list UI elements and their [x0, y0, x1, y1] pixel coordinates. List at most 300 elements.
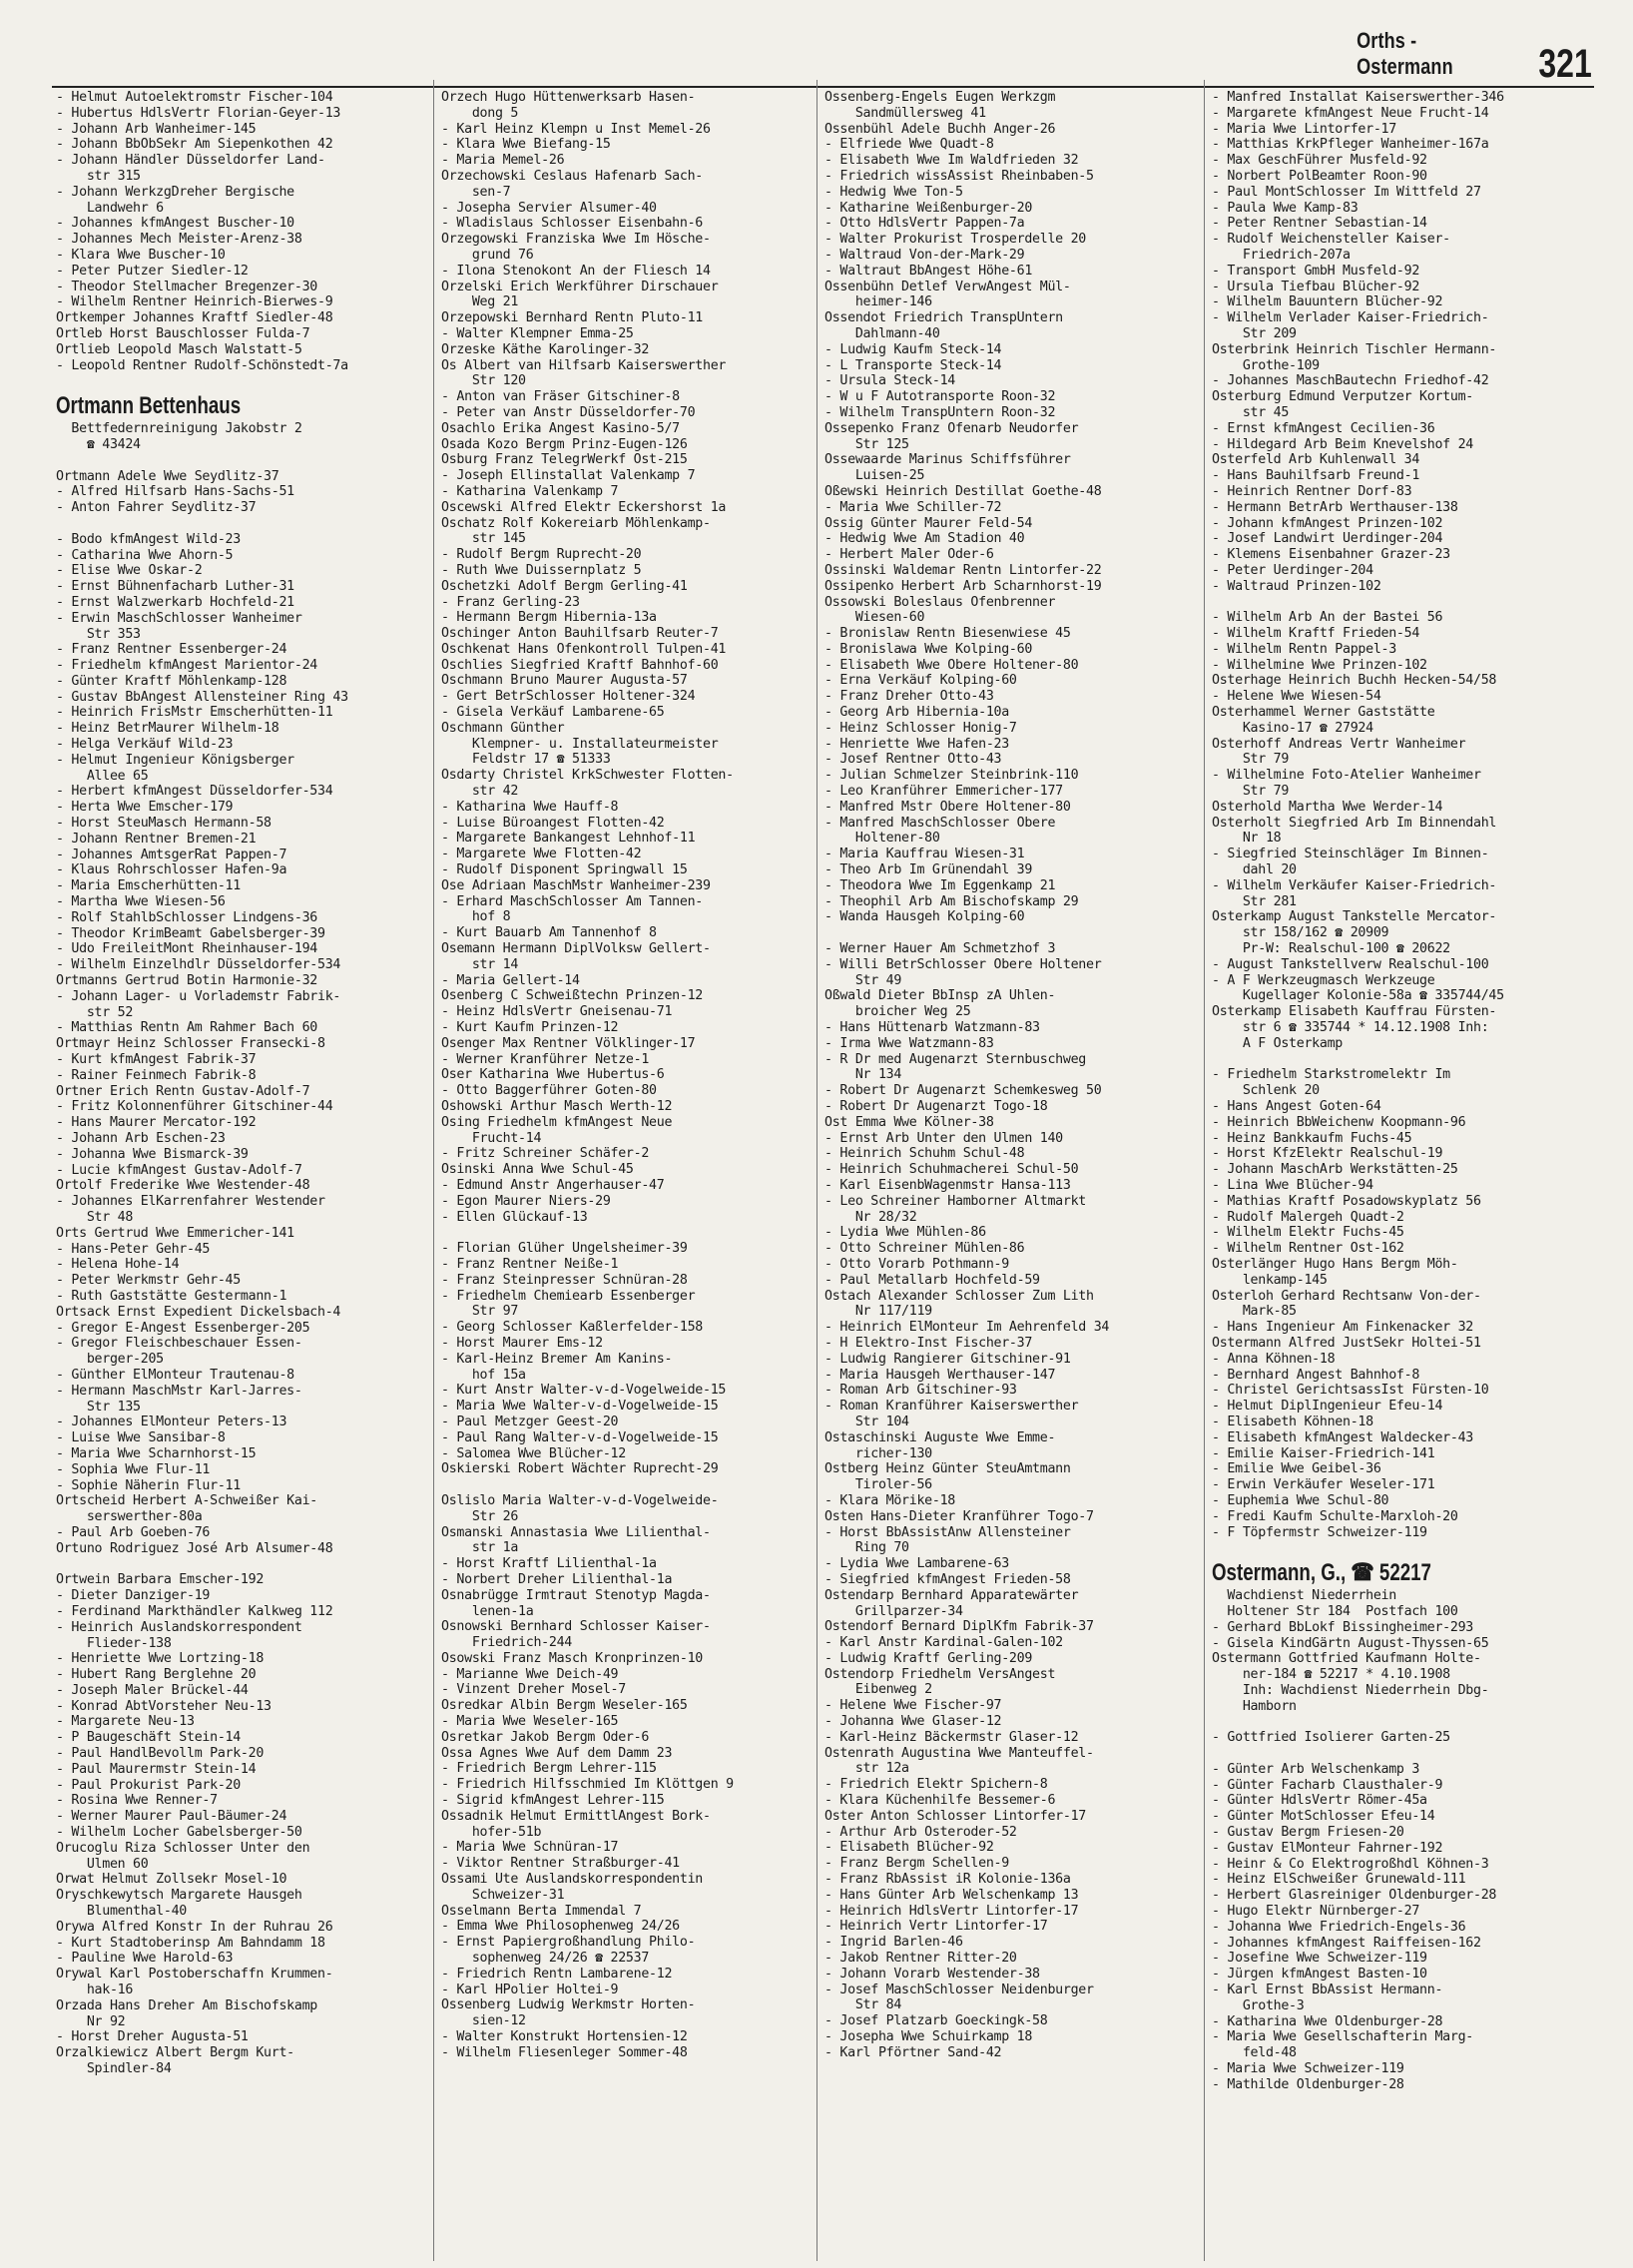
- directory-entry: Ossepenko Franz Ofenarb Neudorfer: [824, 420, 1079, 436]
- directory-entry: - Wilhelm Locher Gabelsberger-50: [56, 1825, 302, 1841]
- directory-entry: Luisen-25: [824, 468, 925, 484]
- directory-entry: - Theodora Wwe Im Eggenkamp 21: [824, 877, 1056, 893]
- directory-entry: - Kurt Anstr Walter-v-d-Vogelweide-15: [441, 1383, 727, 1399]
- directory-entry: - Josef Rentner Otto-43: [824, 752, 1002, 768]
- directory-entry: - Gustav BbAngest Allensteiner Ring 43: [56, 689, 348, 705]
- directory-entry: Orzech Hugo Hüttenwerksarb Hasen-: [441, 90, 696, 105]
- directory-entry: - Gisela Verkäuf Lambarene-65: [441, 705, 665, 721]
- directory-entry: - Johannes kfmAngest Buscher-10: [56, 216, 294, 232]
- directory-entry: - Theodor Stellmacher Bregenzer-30: [56, 279, 317, 294]
- directory-entry: - Johann Vorarb Westender-38: [824, 1966, 1040, 1982]
- directory-entry: - Jakob Rentner Ritter-20: [824, 1951, 1017, 1967]
- directory-entry: - Heinrich Schuhmacherei Schul-50: [824, 1162, 1079, 1178]
- directory-entry: - Johannes MaschBautechn Friedhof-42: [1212, 373, 1489, 389]
- directory-entry: sophenweg 24/26 ☎ 22537: [441, 1951, 650, 1967]
- directory-entry: Tiroler-56: [824, 1477, 932, 1493]
- directory-entry: - Paul Metzger Geest-20: [441, 1414, 619, 1429]
- directory-entry: - Johanna Wwe Glaser-12: [824, 1714, 1002, 1730]
- directory-entry: - Wilhelm Rentner Heinrich-Bierwes-9: [56, 294, 333, 310]
- directory-entry: Osretkar Jakob Bergm Oder-6: [441, 1729, 650, 1745]
- directory-entry: - Josepha Servier Alsumer-40: [441, 200, 657, 216]
- directory-entry: - Manfred Mstr Obere Holtener-80: [824, 799, 1071, 815]
- directory-entry: - Karl Heinz Klempn u Inst Memel-26: [441, 121, 711, 137]
- directory-entry: str 14: [441, 956, 519, 972]
- directory-entry: - Alfred Hilfsarb Hans-Sachs-51: [56, 484, 294, 500]
- directory-entry: - Katharine Weißenburger-20: [824, 200, 1033, 216]
- directory-entry: sien-12: [441, 2013, 526, 2029]
- directory-entry: Osachlo Erika Angest Kasino-5/7: [441, 420, 680, 436]
- directory-entry: Osselmann Berta Immendal 7: [441, 1903, 642, 1919]
- directory-entry: - Walter Konstrukt Hortensien-12: [441, 2029, 688, 2045]
- directory-entry: - Werner Kranführer Netze-1: [441, 1051, 650, 1067]
- column-divider: [1204, 80, 1205, 2261]
- directory-entry: - Salomea Wwe Blücher-12: [441, 1445, 626, 1461]
- directory-entry: - Wladislaus Schlosser Eisenbahn-6: [441, 216, 703, 232]
- directory-entry: - Herta Wwe Emscher-179: [56, 800, 234, 816]
- directory-entry: - Paul HandlBevollm Park-20: [56, 1746, 265, 1762]
- directory-entry: - Horst Maurer Ems-12: [441, 1335, 603, 1351]
- directory-entry: Osemann Hermann DiplVolksw Gellert-: [441, 941, 711, 957]
- directory-entry: - Hans Maurer Mercator-192: [56, 1115, 257, 1131]
- directory-entry: [1212, 1540, 1583, 1556]
- directory-entry: Eibenweg 2: [824, 1682, 932, 1698]
- directory-entry: Ossig Günter Maurer Feld-54: [824, 515, 1033, 531]
- directory-entry: Osnabrügge Irmtraut Stenotyp Magda-: [441, 1587, 711, 1603]
- directory-entry: Oschmann Günther: [441, 720, 565, 736]
- directory-entry: - Helena Hohe-14: [56, 1257, 180, 1273]
- directory-entry: - Willi BetrSchlosser Obere Holtener: [824, 956, 1102, 972]
- directory-entry: Ortscheid Herbert A-Schweißer Kai-: [56, 1493, 317, 1509]
- directory-entry: Schlenk 20: [1212, 1083, 1320, 1099]
- directory-entry: Osten Hans-Dieter Kranführer Togo-7: [824, 1508, 1094, 1524]
- directory-entry: - Emma Wwe Philosophenweg 24/26: [441, 1919, 680, 1935]
- directory-entry: lenen-1a: [441, 1603, 534, 1619]
- directory-entry: - Waltraut BbAngest Höhe-61: [824, 263, 1033, 279]
- directory-entry: - Franz Rentner Neiße-1: [441, 1256, 619, 1272]
- directory-entry: - Mathias Kraftf Posadowskyplatz 56: [1212, 1193, 1481, 1209]
- directory-entry: Kugellager Kolonie-58a ☎ 335744/45: [1212, 988, 1504, 1004]
- directory-entry: - Ernst Walzwerkarb Hochfeld-21: [56, 594, 294, 610]
- directory-entry: str 12a: [824, 1761, 909, 1777]
- page-header: [1323, 28, 1592, 86]
- directory-entry: Osterhage Heinrich Buchh Hecken-54/58: [1212, 673, 1497, 689]
- directory-entry: Orucoglu Riza Schlosser Unter den: [56, 1840, 310, 1856]
- directory-entry: - Peter Uerdinger-204: [1212, 562, 1373, 578]
- directory-entry: - Walter Klempner Emma-25: [441, 325, 634, 341]
- directory-entry: - Günter MotSchlosser Efeu-14: [1212, 1809, 1435, 1825]
- directory-entry: - Julian Schmelzer Steinbrink-110: [824, 768, 1079, 784]
- directory-entry: Osredkar Albin Bergm Weseler-165: [441, 1698, 688, 1714]
- directory-entry: - Katharina Valenkamp 7: [441, 483, 619, 499]
- directory-entry: - A F Werkzeugmasch Werkzeuge: [1212, 972, 1435, 988]
- directory-entry: - Johann Lager- u Vorlademstr Fabrik-: [56, 988, 341, 1004]
- directory-entry: - Elisabeth Wwe Im Waldfrieden 32: [824, 153, 1079, 169]
- directory-entry: - Maria Wwe Gesellschafterin Marg-: [1212, 2029, 1473, 2045]
- directory-entry: Osdarty Christel KrkSchwester Flotten-: [441, 768, 734, 784]
- directory-entry: - Erhard MaschSchlosser Am Tannen-: [441, 893, 703, 909]
- directory-entry: - Lydia Wwe Lambarene-63: [824, 1556, 1009, 1572]
- directory-entry: - Irma Wwe Watzmann-83: [824, 1035, 994, 1051]
- directory-entry: Allee 65: [56, 768, 149, 784]
- directory-entry: Ortmann Adele Wwe Seydlitz-37: [56, 468, 279, 484]
- directory-entry: - Rudolf Weichensteller Kaiser-: [1212, 232, 1450, 248]
- directory-entry: Oschkenat Hans Ofenkontroll Tulpen-41: [441, 641, 727, 657]
- directory-entry: hak-16: [56, 1983, 134, 1998]
- directory-entry: - Lucie kfmAngest Gustav-Adolf-7: [56, 1162, 302, 1178]
- directory-entry: Grillparzer-34: [824, 1603, 963, 1619]
- directory-entry: - Hermann Bergm Hibernia-13a: [441, 610, 657, 626]
- directory-entry: Str 281: [1212, 893, 1297, 909]
- directory-entry: Osterhold Martha Wwe Werder-14: [1212, 799, 1443, 815]
- directory-entry: [1212, 595, 1583, 611]
- directory-entry: - Peter van Anstr Düsseldorfer-70: [441, 404, 696, 420]
- directory-entry: - Lydia Wwe Mühlen-86: [824, 1225, 986, 1241]
- directory-entry: Wachdienst Niederrhein: [1212, 1588, 1396, 1604]
- directory-entry: - Johann Händler Düsseldorfer Land-: [56, 153, 325, 169]
- directory-entry: - Klaus Rohrschlosser Hafen-9a: [56, 862, 287, 878]
- directory-entry: Ossami Ute Auslandskorrespondentin: [441, 1872, 703, 1888]
- directory-entry: Nr 134: [824, 1067, 902, 1083]
- directory-entry: ☎ 43424: [56, 436, 141, 452]
- directory-entry: - Karl-Heinz Bremer Am Kanins-: [441, 1351, 673, 1367]
- directory-entry: Osterkamp Elisabeth Kauffrau Fürsten-: [1212, 1004, 1497, 1020]
- directory-entry: - Günther ElMonteur Trautenau-8: [56, 1367, 294, 1383]
- directory-entry: Ose Adriaan MaschMstr Wanheimer-239: [441, 877, 711, 893]
- directory-entry: A F Osterkamp: [1212, 1035, 1343, 1051]
- directory-entry: - Ferdinand Markthändler Kalkweg 112: [56, 1603, 333, 1619]
- directory-entry: - Gustav ElMonteur Fahrner-192: [1212, 1840, 1443, 1856]
- directory-entry: - Roman Arb Gitschiner-93: [824, 1383, 1017, 1399]
- directory-entry: Orwat Helmut Zollsekr Mosel-10: [56, 1872, 287, 1888]
- directory-entry: - Fritz Schreiner Schäfer-2: [441, 1146, 650, 1162]
- directory-entry: - Wilhelm Verkäufer Kaiser-Friedrich-: [1212, 877, 1497, 893]
- directory-entry: - Wilhelm Bauuntern Blücher-92: [1212, 294, 1443, 310]
- directory-entry: - Margarete kfmAngest Neue Frucht-14: [1212, 105, 1489, 121]
- directory-entry: - L Transporte Steck-14: [824, 357, 1002, 373]
- directory-entry: richer-130: [824, 1445, 932, 1461]
- directory-entry: - Maria Wwe Scharnhorst-15: [56, 1445, 257, 1461]
- directory-entry: Spindler-84: [56, 2061, 172, 2077]
- directory-entry: - Henriette Wwe Hafen-23: [824, 736, 1009, 752]
- directory-entry: - Elfriede Wwe Quadt-8: [824, 137, 994, 153]
- directory-entry: - Catharina Wwe Ahorn-5: [56, 547, 234, 563]
- directory-entry: - Wilhelm TranspUntern Roon-32: [824, 404, 1056, 420]
- directory-entry: - Klara Wwe Buscher-10: [56, 247, 226, 263]
- directory-entry: Mark-85: [1212, 1304, 1297, 1320]
- directory-entry: Nr 28/32: [824, 1209, 917, 1225]
- directory-entry: Ossendot Friedrich TranspUntern: [824, 310, 1063, 326]
- directory-entry: Weg 21: [441, 294, 519, 310]
- directory-entry: - Ingrid Barlen-46: [824, 1935, 963, 1951]
- directory-entry: - Wanda Hausgeh Kolping-60: [824, 909, 1025, 925]
- directory-entry: - Ernst Papiergroßhandlung Philo-: [441, 1935, 696, 1951]
- directory-entry: Osterbrink Heinrich Tischler Hermann-: [1212, 341, 1497, 357]
- directory-entry: - Sophie Näherin Flur-11: [56, 1477, 241, 1493]
- directory-entry: - Leopold Rentner Rudolf-Schönstedt-7a: [56, 357, 348, 373]
- directory-entry: - Luise Büroangest Flotten-42: [441, 815, 665, 831]
- directory-entry: - Georg Schlosser Kaßlerfelder-158: [441, 1320, 703, 1336]
- directory-entry: - Transport GmbH Musfeld-92: [1212, 263, 1420, 279]
- directory-entry: - Pauline Wwe Harold-63: [56, 1951, 234, 1967]
- directory-entry: str 158/162 ☎ 20909: [1212, 925, 1389, 941]
- directory-entry: Orywal Karl Postoberschaffn Krummen-: [56, 1967, 333, 1983]
- directory-entry: - Elisabeth Blücher-92: [824, 1840, 994, 1856]
- directory-entry: - Hubert Rang Berglehne 20: [56, 1667, 257, 1683]
- directory-entry: Str 49: [824, 972, 902, 988]
- directory-entry: str 315: [56, 168, 141, 184]
- directory-entry: Ortwein Barbara Emscher-192: [56, 1572, 265, 1588]
- directory-entry: - Ursula Steck-14: [824, 373, 955, 389]
- directory-entry: - Josef Platzarb Goeckingk-58: [824, 2013, 1048, 2029]
- directory-entry: Ossadnik Helmut ErmittlAngest Bork-: [441, 1808, 711, 1824]
- directory-entry: Orzelski Erich Werkführer Dirschauer: [441, 279, 719, 294]
- directory-entry: - Mathilde Oldenburger-28: [1212, 2076, 1404, 2092]
- directory-entry: ner-184 ☎ 52217 * 4.10.1908: [1212, 1667, 1450, 1683]
- directory-entry: Ortmanns Gertrud Botin Harmonie-32: [56, 973, 317, 989]
- directory-entry: Osburg Franz TelegrWerkf Ost-215: [441, 452, 688, 468]
- directory-entry: Osada Kozo Bergm Prinz-Eugen-126: [441, 436, 688, 452]
- directory-entry: Osterlänger Hugo Hans Bergm Möh-: [1212, 1256, 1458, 1272]
- directory-entry: - Maria Gellert-14: [441, 972, 580, 988]
- directory-entry: berger-205: [56, 1352, 164, 1368]
- directory-entry: - Werner Maurer Paul-Bäumer-24: [56, 1809, 287, 1825]
- directory-entry: - Johann BbObSekr Am Siepenkothen 42: [56, 137, 333, 153]
- directory-entry: Ossewaarde Marinus Schiffsführer: [824, 452, 1071, 468]
- directory-entry: str 52: [56, 1004, 134, 1020]
- directory-entry: - Rainer Feinmech Fabrik-8: [56, 1067, 257, 1083]
- directory-entry: Frucht-14: [441, 1130, 542, 1146]
- directory-entry: Str 79: [1212, 752, 1290, 768]
- directory-entry: - Otto Baggerführer Goten-80: [441, 1083, 657, 1099]
- directory-entry: - Otto Vorarb Pothmann-9: [824, 1256, 1009, 1272]
- directory-entry: - Rudolf Malergeh Quadt-2: [1212, 1209, 1404, 1225]
- directory-entry: Osterkamp August Tankstelle Mercator-: [1212, 909, 1497, 925]
- directory-entry: - Karl Pförtner Sand-42: [824, 2044, 1002, 2060]
- directory-entry: - Günter HdlsVertr Römer-45a: [1212, 1793, 1427, 1809]
- directory-column-3: [824, 90, 1196, 2266]
- directory-entry: Orywa Alfred Konstr In der Ruhrau 26: [56, 1919, 333, 1935]
- directory-entry: Ossenberg Ludwig Werkmstr Horten-: [441, 1997, 696, 2013]
- directory-entry: - Marianne Wwe Deich-49: [441, 1666, 619, 1682]
- directory-entry: - Ruth Gaststätte Gestermann-1: [56, 1288, 287, 1304]
- directory-entry: - Max GeschFührer Musfeld-92: [1212, 153, 1427, 169]
- directory-entry: - Margarete Wwe Flotten-42: [441, 847, 642, 862]
- directory-entry: - Paul Metallarb Hochfeld-59: [824, 1272, 1040, 1288]
- directory-entry: - Katharina Wwe Oldenburger-28: [1212, 2013, 1443, 2029]
- directory-entry: - F Töpfermstr Schweizer-119: [1212, 1524, 1427, 1540]
- directory-entry: - Ludwig Kaufm Steck-14: [824, 341, 1002, 357]
- directory-entry: Ossinski Waldemar Rentn Lintorfer-22: [824, 562, 1102, 578]
- directory-entry: - Erwin MaschSchlosser Wanheimer: [56, 610, 302, 626]
- directory-entry: Nr 18: [1212, 831, 1282, 847]
- running-head: Orths - Ostermann: [1357, 28, 1453, 79]
- directory-entry: Hamborn: [1212, 1698, 1297, 1714]
- directory-entry: - Helmut Ingenieur Königsberger: [56, 752, 294, 768]
- directory-entry: - Otto Schreiner Mühlen-86: [824, 1241, 1025, 1257]
- directory-entry: Ostermann Alfred JustSekr Holtei-51: [1212, 1335, 1481, 1351]
- directory-entry: Ostendorp Friedhelm VersAngest: [824, 1666, 1056, 1682]
- directory-entry: Ring 70: [824, 1540, 909, 1556]
- directory-entry: - Karl-Heinz Bäckermstr Glaser-12: [824, 1729, 1079, 1745]
- directory-entry: - Maria Wwe Lintorfer-17: [1212, 121, 1396, 137]
- directory-entry: - Robert Dr Augenarzt Togo-18: [824, 1099, 1048, 1114]
- directory-entry: - Helene Wwe Wiesen-54: [1212, 689, 1381, 705]
- directory-entry: sen-7: [441, 184, 511, 200]
- directory-entry: Osterhammel Werner Gaststätte: [1212, 705, 1435, 721]
- directory-entry: - Herbert Maler Oder-6: [824, 547, 994, 563]
- directory-entry: [56, 1557, 427, 1573]
- directory-entry: Osenberg C Schweißtechn Prinzen-12: [441, 988, 703, 1004]
- directory-entry: - Jürgen kfmAngest Basten-10: [1212, 1967, 1427, 1983]
- directory-entry: Str 48: [56, 1209, 134, 1225]
- directory-entry: Str 209: [1212, 325, 1297, 341]
- directory-entry: Osinski Anna Wwe Schul-45: [441, 1162, 634, 1178]
- directory-entry: - Klara Mörike-18: [824, 1492, 955, 1508]
- directory-entry: - Elisabeth Wwe Obere Holtener-80: [824, 657, 1079, 673]
- directory-entry: - Klara Wwe Biefang-15: [441, 137, 611, 153]
- directory-entry: - Heinz Bankkaufm Fuchs-45: [1212, 1130, 1412, 1146]
- directory-entry: - Peter Werkmstr Gehr-45: [56, 1273, 241, 1289]
- directory-entry: Feldstr 17 ☎ 51333: [441, 752, 611, 768]
- directory-entry: - Hans Günter Arb Welschenkamp 13: [824, 1887, 1079, 1903]
- directory-entry: - Emilie Wwe Geibel-36: [1212, 1461, 1381, 1477]
- directory-entry: - Heinz BetrMaurer Wilhelm-18: [56, 721, 279, 737]
- directory-entry: - Norbert Dreher Lilienthal-1a: [441, 1571, 673, 1587]
- directory-entry: - Wilhelm Kraftf Frieden-54: [1212, 626, 1420, 642]
- directory-entry: - Theophil Arb Am Bischofskamp 29: [824, 893, 1079, 909]
- directory-entry: - Paul Maurermstr Stein-14: [56, 1761, 257, 1777]
- directory-entry: - Anna Köhnen-18: [1212, 1351, 1336, 1367]
- directory-entry: broicher Weg 25: [824, 1004, 971, 1020]
- directory-entry: - Ilona Stenokont An der Fliesch 14: [441, 263, 711, 279]
- directory-entry: Ost Emma Wwe Kölner-38: [824, 1114, 994, 1130]
- directory-entry: - Klemens Eisenbahner Grazer-23: [1212, 547, 1450, 563]
- directory-entry: - Horst Kraftf Lilienthal-1a: [441, 1556, 657, 1572]
- directory-entry: - Friedrich Elektr Spichern-8: [824, 1777, 1048, 1793]
- directory-entry: - Maria Wwe Weseler-165: [441, 1714, 619, 1730]
- directory-entry: - Karl HPolier Holtei-9: [441, 1982, 619, 1997]
- directory-entry: Orzeske Käthe Karolinger-32: [441, 341, 650, 357]
- directory-entry: - Lina Wwe Blücher-94: [1212, 1177, 1373, 1193]
- directory-entry: - Gottfried Isolierer Garten-25: [1212, 1730, 1450, 1746]
- directory-entry: - Paul Prokurist Park-20: [56, 1777, 241, 1793]
- directory-entry: - Johann Arb Eschen-23: [56, 1131, 226, 1146]
- directory-entry: Str 125: [824, 436, 909, 452]
- directory-entry: - Katharina Wwe Hauff-8: [441, 799, 619, 815]
- directory-entry: - Wilhelm Verlader Kaiser-Friedrich-: [1212, 310, 1489, 326]
- directory-entry: Oslislo Maria Walter-v-d-Vogelweide-: [441, 1492, 719, 1508]
- directory-entry: Ossenbühn Detlef VerwAngest Mül-: [824, 279, 1071, 294]
- directory-entry: Osowski Franz Masch Kronprinzen-10: [441, 1650, 703, 1666]
- directory-entry: Str 26: [441, 1508, 519, 1524]
- directory-entry: Str 120: [441, 373, 526, 389]
- directory-column-2: [441, 90, 813, 2266]
- directory-entry: - Gisela KindGärtn August-Thyssen-65: [1212, 1635, 1489, 1651]
- directory-entry: Ossipenko Herbert Arb Scharnhorst-19: [824, 578, 1102, 594]
- directory-entry: Osmanski Annastasia Wwe Lilienthal-: [441, 1524, 711, 1540]
- directory-entry: - Waltraud Von-der-Mark-29: [824, 247, 1025, 263]
- directory-entry: - Anton van Fräser Gitschiner-8: [441, 389, 680, 405]
- directory-entry: [1212, 1052, 1583, 1068]
- directory-entry: Osnowski Bernhard Schlosser Kaiser-: [441, 1619, 711, 1635]
- directory-entry: Friedrich-207a: [1212, 247, 1351, 263]
- directory-entry: [441, 1225, 813, 1241]
- directory-entry: hofer-51b: [441, 1824, 542, 1840]
- directory-entry: - Margarete Neu-13: [56, 1714, 195, 1730]
- directory-entry: Orzada Hans Dreher Am Bischofskamp: [56, 1997, 317, 2013]
- directory-entry: - Josef Landwirt Uerdinger-204: [1212, 531, 1443, 547]
- directory-entry: [1212, 1746, 1583, 1762]
- directory-entry: - Erna Verkäuf Kolping-60: [824, 673, 1017, 689]
- directory-entry: - Günter Facharb Clausthaler-9: [1212, 1777, 1443, 1793]
- directory-entry: [56, 373, 427, 389]
- directory-entry: Grothe-3: [1212, 1997, 1305, 2013]
- directory-entry: Ostermann Gottfried Kaufmann Holte-: [1212, 1651, 1481, 1667]
- directory-entry: Klempner- u. Installateurmeister: [441, 736, 719, 752]
- directory-entry: - Rudolf Disponent Springwall 15: [441, 862, 688, 878]
- page-number: 321: [1538, 42, 1592, 86]
- directory-entry: Pr-W: Realschul-100 ☎ 20622: [1212, 941, 1450, 957]
- directory-entry: - Ursula Tiefbau Blücher-92: [1212, 279, 1420, 294]
- directory-entry: - Margarete Bankangest Lehnhof-11: [441, 831, 696, 847]
- directory-entry: - Horst BbAssistAnw Allensteiner: [824, 1524, 1071, 1540]
- directory-entry: Ossenbühl Adele Buchh Anger-26: [824, 121, 1056, 137]
- directory-entry: - Franz Bergm Schellen-9: [824, 1856, 1009, 1872]
- directory-entry: Osterfeld Arb Kuhlenwall 34: [1212, 452, 1420, 468]
- directory-entry: dong 5: [441, 105, 519, 121]
- directory-entry: - Ludwig Rangierer Gitschiner-91: [824, 1351, 1071, 1367]
- directory-entry: Ortmayr Heinz Schlosser Fransecki-8: [56, 1036, 325, 1052]
- directory-entry: - Fredi Kaufm Schulte-Marxloh-20: [1212, 1508, 1458, 1524]
- directory-entry: - Josef MaschSchlosser Neidenburger: [824, 1982, 1094, 1997]
- directory-entry: - Friedrich Bergm Lehrer-115: [441, 1761, 657, 1777]
- directory-entry: - Maria Wwe Walter-v-d-Vogelweide-15: [441, 1399, 719, 1415]
- directory-entry: - Norbert PolBeamter Roon-90: [1212, 168, 1427, 184]
- column-divider: [433, 80, 434, 2261]
- directory-entry: - Helmut Autoelektromstr Fischer-104: [56, 90, 333, 105]
- directory-entry: - Rosina Wwe Renner-7: [56, 1793, 218, 1809]
- directory-entry: - Peter Putzer Siedler-12: [56, 263, 249, 279]
- directory-entry: - Robert Dr Augenarzt Schemkesweg 50: [824, 1083, 1102, 1099]
- directory-entry: - Euphemia Wwe Schul-80: [1212, 1492, 1389, 1508]
- directory-entry: - Rudolf Bergm Ruprecht-20: [441, 547, 642, 563]
- directory-entry: - Franz RbAssist iR Kolonie-136a: [824, 1872, 1071, 1888]
- directory-entry: Ortuno Rodriguez José Arb Alsumer-48: [56, 1540, 333, 1556]
- directory-entry: - Matthias Rentn Am Rahmer Bach 60: [56, 1020, 317, 1036]
- directory-entry: - Helga Verkäuf Wild-23: [56, 737, 234, 753]
- directory-entry: - Anton Fahrer Seydlitz-37: [56, 500, 257, 516]
- directory-entry: - Gerhard BbLokf Bissingheimer-293: [1212, 1619, 1473, 1635]
- directory-entry: Sandmüllersweg 41: [824, 105, 986, 121]
- directory-entry: Ortolf Frederike Wwe Westender-48: [56, 1178, 310, 1194]
- directory-entry: - Ernst Arb Unter den Ulmen 140: [824, 1130, 1063, 1146]
- directory-entry: - Herbert Glasreiniger Oldenburger-28: [1212, 1888, 1497, 1904]
- directory-entry: - Hans Hüttenarb Watzmann-83: [824, 1020, 1040, 1036]
- directory-entry: - Hedwig Wwe Ton-5: [824, 184, 963, 200]
- directory-entry: - Paul Arb Goeben-76: [56, 1524, 211, 1540]
- directory-entry: Osterholt Siegfried Arb Im Binnendahl: [1212, 815, 1497, 831]
- directory-entry: - Hedwig Wwe Am Stadion 40: [824, 531, 1025, 547]
- directory-entry: - Kurt Bauarb Am Tannenhof 8: [441, 925, 657, 941]
- directory-entry: - Paula Wwe Kamp-83: [1212, 200, 1359, 216]
- directory-entry: - Gert BetrSchlosser Holtener-324: [441, 689, 696, 705]
- directory-entry: - Florian Glüher Ungelsheimer-39: [441, 1241, 688, 1257]
- directory-column-1: [56, 90, 427, 2266]
- directory-entry: - Johann Arb Wanheimer-145: [56, 121, 257, 137]
- directory-entry: Ossowski Boleslaus Ofenbrenner: [824, 594, 1056, 610]
- directory-entry: - Theodor KrimBeamt Gabelsberger-39: [56, 925, 325, 941]
- directory-entry: - Johann Rentner Bremen-21: [56, 831, 257, 847]
